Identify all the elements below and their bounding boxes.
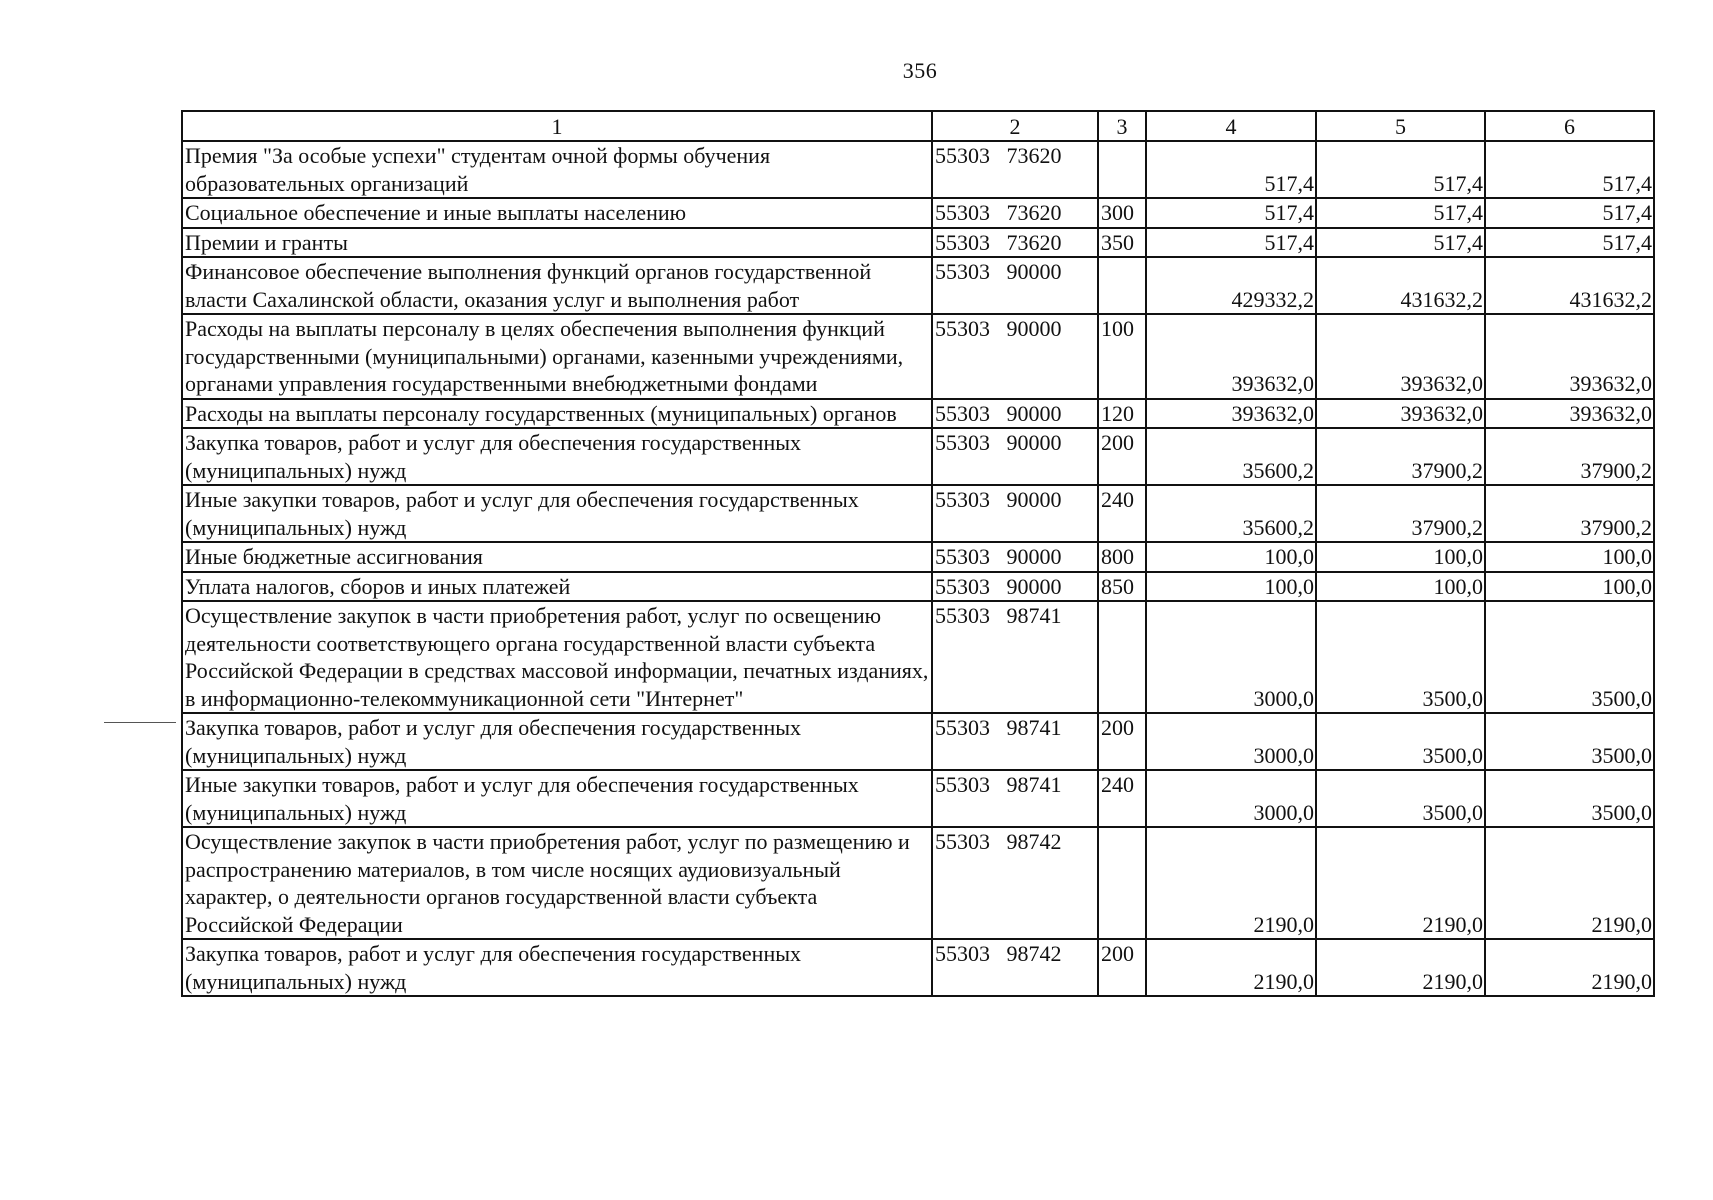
item-name: Социальное обеспечение и иные выплаты населению xyxy=(182,198,932,228)
amount-col-5: 2190,0 xyxy=(1316,939,1485,996)
target-code: 55303 90000 xyxy=(932,428,1098,485)
amount-col-6: 431632,2 xyxy=(1485,257,1654,314)
table-row xyxy=(182,713,1654,770)
amount-col-6: 3500,0 xyxy=(1485,770,1654,827)
table-row xyxy=(182,228,1654,258)
amount-col-4: 100,0 xyxy=(1146,572,1316,602)
amount-col-6: 37900,2 xyxy=(1485,485,1654,542)
target-code: 55303 98741 xyxy=(932,601,1098,713)
table-row xyxy=(182,542,1654,572)
amount-col-5: 3500,0 xyxy=(1316,770,1485,827)
item-name: Премии и гранты xyxy=(182,228,932,258)
amount-col-6: 393632,0 xyxy=(1485,399,1654,429)
amount-col-6: 100,0 xyxy=(1485,542,1654,572)
item-name: Иные закупки товаров, работ и услуг для обеспечения государственных (муниципальных) нужд xyxy=(182,485,932,542)
table-row xyxy=(182,939,1654,996)
target-code: 55303 90000 xyxy=(932,485,1098,542)
target-code: 55303 98742 xyxy=(932,827,1098,939)
target-code: 55303 90000 xyxy=(932,399,1098,429)
amount-col-4: 3000,0 xyxy=(1146,713,1316,770)
expense-type-code: 120 xyxy=(1098,399,1146,429)
amount-col-6: 2190,0 xyxy=(1485,939,1654,996)
target-code: 55303 98741 xyxy=(932,770,1098,827)
table-row xyxy=(182,198,1654,228)
table-row xyxy=(182,601,1654,713)
table-row xyxy=(182,827,1654,939)
target-code: 55303 90000 xyxy=(932,314,1098,399)
amount-col-4: 2190,0 xyxy=(1146,827,1316,939)
column-header-6: 6 xyxy=(1485,111,1654,141)
target-code: 55303 98741 xyxy=(932,713,1098,770)
amount-col-5: 517,4 xyxy=(1316,228,1485,258)
amount-col-5: 393632,0 xyxy=(1316,399,1485,429)
table-row xyxy=(182,141,1654,198)
amount-col-6: 3500,0 xyxy=(1485,601,1654,713)
item-name: Осуществление закупок в части приобретения работ, услуг по размещению и распространению материалов, в том числе носящих аудиовизуальный характер, о деятельности органов государственной власти субъекта Российской Федерации xyxy=(182,827,932,939)
amount-col-6: 3500,0 xyxy=(1485,713,1654,770)
amount-col-4: 517,4 xyxy=(1146,198,1316,228)
amount-col-4: 517,4 xyxy=(1146,141,1316,198)
amount-col-6: 517,4 xyxy=(1485,141,1654,198)
header-row xyxy=(182,111,1654,141)
item-name: Осуществление закупок в части приобретения работ, услуг по освещению деятельности соответствующего органа государственной власти субъекта Российской Федерации в средствах массовой информации, печатных изданиях, в информационно-телекоммуникационной сети "Интернет" xyxy=(182,601,932,713)
amount-col-6: 37900,2 xyxy=(1485,428,1654,485)
amount-col-5: 100,0 xyxy=(1316,542,1485,572)
item-name: Премия "За особые успехи" студентам очной формы обучения образовательных организаций xyxy=(182,141,932,198)
amount-col-6: 517,4 xyxy=(1485,228,1654,258)
table-row xyxy=(182,770,1654,827)
expense-type-code: 240 xyxy=(1098,485,1146,542)
expense-type-code: 800 xyxy=(1098,542,1146,572)
amount-col-4: 3000,0 xyxy=(1146,770,1316,827)
target-code: 55303 73620 xyxy=(932,198,1098,228)
amount-col-4: 517,4 xyxy=(1146,228,1316,258)
column-header-5: 5 xyxy=(1316,111,1485,141)
expense-type-code: 100 xyxy=(1098,314,1146,399)
amount-col-6: 100,0 xyxy=(1485,572,1654,602)
amount-col-5: 37900,2 xyxy=(1316,428,1485,485)
target-code: 55303 90000 xyxy=(932,572,1098,602)
amount-col-6: 393632,0 xyxy=(1485,314,1654,399)
column-header-1: 1 xyxy=(182,111,932,141)
table-row xyxy=(182,257,1654,314)
amount-col-5: 517,4 xyxy=(1316,198,1485,228)
table-row xyxy=(182,314,1654,399)
budget-table xyxy=(181,110,1655,997)
scan-artifact-line xyxy=(104,722,176,723)
table-row xyxy=(182,399,1654,429)
amount-col-4: 100,0 xyxy=(1146,542,1316,572)
amount-col-4: 429332,2 xyxy=(1146,257,1316,314)
expense-type-code xyxy=(1098,257,1146,314)
amount-col-4: 35600,2 xyxy=(1146,485,1316,542)
column-header-2: 2 xyxy=(932,111,1098,141)
page-number: 356 xyxy=(902,58,938,83)
expense-type-code: 200 xyxy=(1098,428,1146,485)
target-code: 55303 98742 xyxy=(932,939,1098,996)
amount-col-4: 3000,0 xyxy=(1146,601,1316,713)
target-code: 55303 90000 xyxy=(932,257,1098,314)
column-header-4: 4 xyxy=(1146,111,1316,141)
expense-type-code: 240 xyxy=(1098,770,1146,827)
amount-col-4: 393632,0 xyxy=(1146,399,1316,429)
target-code: 55303 73620 xyxy=(932,141,1098,198)
item-name: Расходы на выплаты персоналу государственных (муниципальных) органов xyxy=(182,399,932,429)
item-name: Уплата налогов, сборов и иных платежей xyxy=(182,572,932,602)
item-name: Закупка товаров, работ и услуг для обеспечения государственных (муниципальных) нужд xyxy=(182,428,932,485)
expense-type-code xyxy=(1098,601,1146,713)
amount-col-4: 2190,0 xyxy=(1146,939,1316,996)
column-header-3: 3 xyxy=(1098,111,1146,141)
amount-col-4: 35600,2 xyxy=(1146,428,1316,485)
expense-type-code: 350 xyxy=(1098,228,1146,258)
expense-type-code: 300 xyxy=(1098,198,1146,228)
amount-col-5: 3500,0 xyxy=(1316,601,1485,713)
amount-col-5: 517,4 xyxy=(1316,141,1485,198)
amount-col-6: 2190,0 xyxy=(1485,827,1654,939)
item-name: Закупка товаров, работ и услуг для обеспечения государственных (муниципальных) нужд xyxy=(182,713,932,770)
amount-col-4: 393632,0 xyxy=(1146,314,1316,399)
amount-col-5: 3500,0 xyxy=(1316,713,1485,770)
item-name: Финансовое обеспечение выполнения функций органов государственной власти Сахалинской области, оказания услуг и выполнения работ xyxy=(182,257,932,314)
amount-col-5: 100,0 xyxy=(1316,572,1485,602)
table-row xyxy=(182,485,1654,542)
expense-type-code: 200 xyxy=(1098,713,1146,770)
item-name: Иные закупки товаров, работ и услуг для обеспечения государственных (муниципальных) нужд xyxy=(182,770,932,827)
amount-col-5: 37900,2 xyxy=(1316,485,1485,542)
amount-col-5: 2190,0 xyxy=(1316,827,1485,939)
item-name: Расходы на выплаты персоналу в целях обеспечения выполнения функций государственными (муниципальными) органами, казенными учреждениями, органами управления государственными внебюджетными фондами xyxy=(182,314,932,399)
item-name: Закупка товаров, работ и услуг для обеспечения государственных (муниципальных) нужд xyxy=(182,939,932,996)
expense-type-code: 850 xyxy=(1098,572,1146,602)
table-row xyxy=(182,572,1654,602)
amount-col-5: 431632,2 xyxy=(1316,257,1485,314)
expense-type-code xyxy=(1098,141,1146,198)
expense-type-code: 200 xyxy=(1098,939,1146,996)
target-code: 55303 90000 xyxy=(932,542,1098,572)
expense-type-code xyxy=(1098,827,1146,939)
amount-col-6: 517,4 xyxy=(1485,198,1654,228)
item-name: Иные бюджетные ассигнования xyxy=(182,542,932,572)
table-row xyxy=(182,428,1654,485)
amount-col-5: 393632,0 xyxy=(1316,314,1485,399)
target-code: 55303 73620 xyxy=(932,228,1098,258)
